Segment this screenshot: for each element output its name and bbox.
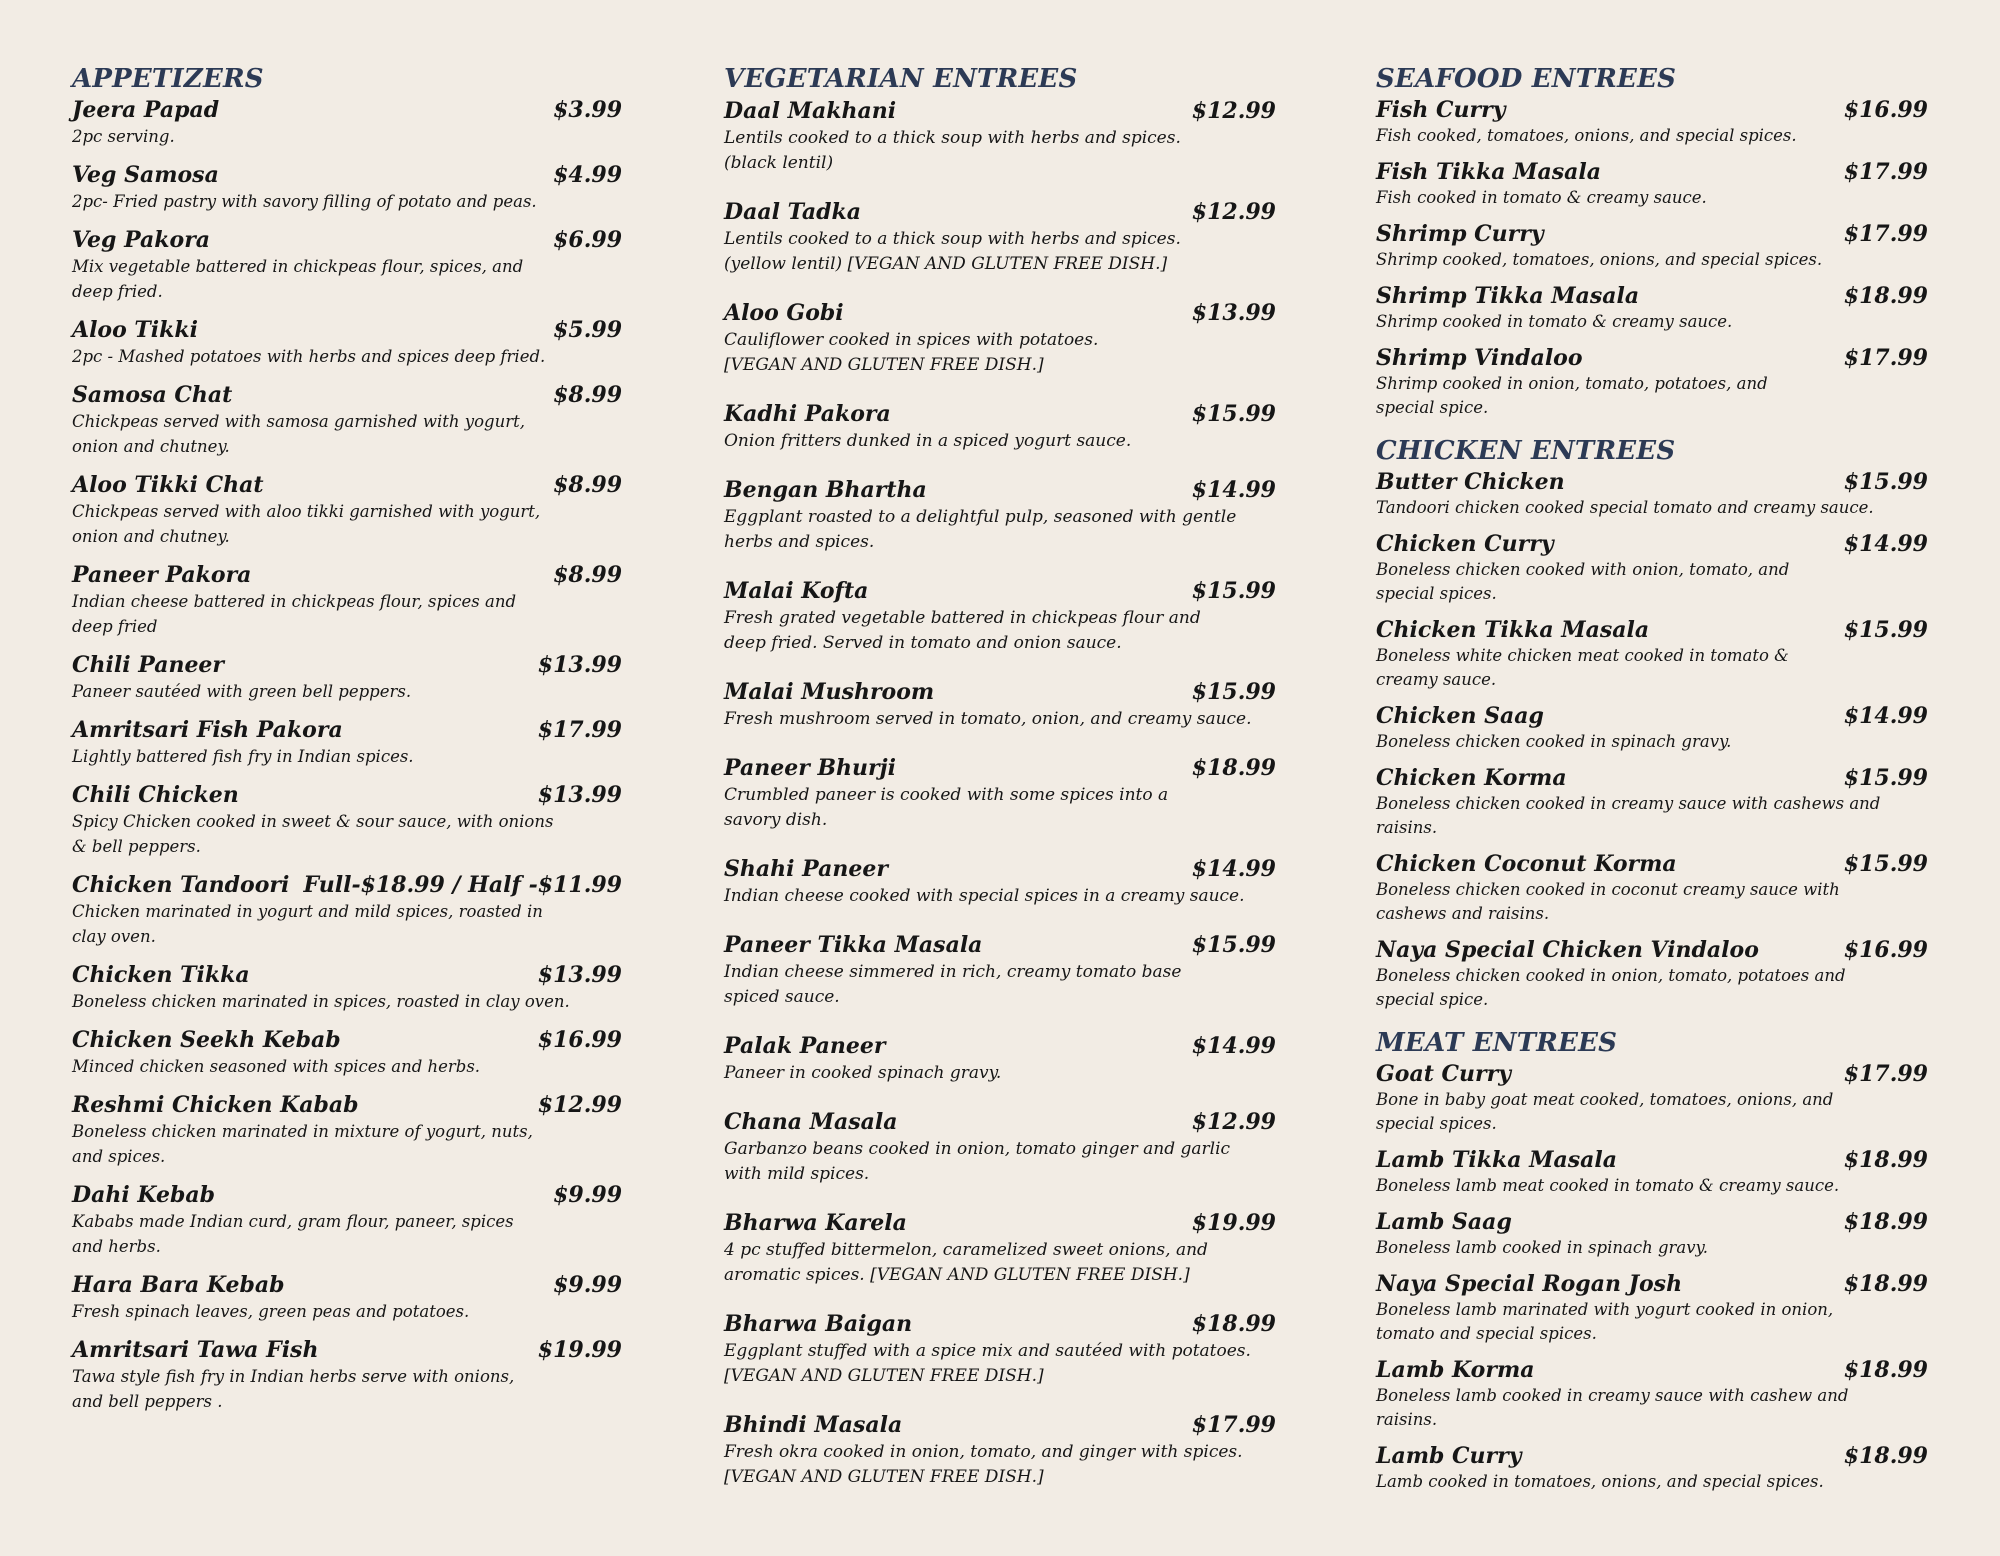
menu-item-header	[72, 1026, 622, 1054]
menu-item-price: $15.99	[1843, 851, 1928, 877]
menu-item-price: $8.99	[553, 562, 622, 588]
menu-item-name: Amritsari Tawa Fish	[72, 1337, 319, 1363]
menu-item-name: Paneer Pakora	[72, 562, 252, 588]
menu-item-header	[1376, 1146, 1928, 1174]
menu-item-description: Boneless lamb meat cooked in tomato & creamy sauce.	[1376, 1176, 1840, 1195]
menu-item	[724, 1031, 1276, 1086]
menu-item-price: $13.99	[537, 652, 622, 678]
menu-item-name: Shrimp Vindaloo	[1376, 345, 1583, 371]
section-meat	[1376, 1026, 1928, 1494]
items-list	[1376, 96, 1928, 420]
menu-item-description: Indian cheese simmered in rich, creamy tomato base spiced sauce.	[724, 962, 1182, 1007]
menu-item-price: $9.99	[553, 1182, 622, 1208]
menu-item-header	[724, 753, 1276, 783]
menu-item-description: Kababs made Indian curd, gram flour, paneer, spices and herbs.	[72, 1212, 514, 1256]
menu-item-name: Naya Special Rogan Josh	[1376, 1271, 1683, 1297]
section-title: CHICKEN ENTREES	[1376, 436, 1676, 466]
menu-item-description: Shrimp cooked in tomato & creamy sauce.	[1376, 312, 1733, 331]
menu-item-description: Paneer in cooked spinach gravy.	[724, 1063, 1002, 1083]
menu-item-header	[1376, 1442, 1928, 1470]
menu-item-header	[1376, 764, 1928, 792]
menu-item-header	[72, 226, 622, 254]
menu-item-name: Lamb Korma	[1376, 1357, 1535, 1383]
menu-item-header	[1376, 850, 1928, 878]
items-list	[1376, 468, 1928, 1012]
menu-item-header	[1376, 158, 1928, 186]
menu-item-header	[72, 781, 622, 809]
section-chicken	[1376, 434, 1928, 1012]
menu-item-price: $19.99	[1191, 1210, 1276, 1236]
menu-item-header	[724, 96, 1276, 126]
menu-item-name: Lamb Saag	[1376, 1209, 1512, 1235]
menu-item-header	[1376, 344, 1928, 372]
menu-item-price: Full-$18.99 / Half -$11.99	[303, 872, 622, 898]
menu-item-header	[72, 1091, 622, 1119]
menu-item-description: Shrimp cooked in onion, tomato, potatoes, and special spice.	[1376, 374, 1768, 417]
menu-item-header	[1376, 282, 1928, 310]
menu-item-description: Chicken marinated in yogurt and mild spices, roasted in clay oven.	[72, 902, 543, 946]
menu-item-description: Boneless chicken cooked in creamy sauce with cashews and raisins.	[1376, 794, 1881, 837]
menu-item-header	[1376, 1356, 1928, 1384]
menu-item-description: Lentils cooked to a thick soup with herbs and spices. (yellow lentil) [VEGAN AND GLUTEN FREE DISH.]	[724, 229, 1181, 274]
menu-item-name: Fish Tikka Masala	[1376, 159, 1602, 185]
menu-item	[72, 1026, 622, 1079]
menu-item-description: Paneer sautéed with green bell peppers.	[72, 682, 412, 701]
menu-item-header	[724, 399, 1276, 429]
menu-item-name: Chicken Tandoori	[72, 872, 290, 898]
menu-item-name: Veg Pakora	[72, 227, 211, 253]
menu-item-header	[724, 677, 1276, 707]
menu-item	[724, 1107, 1276, 1187]
menu-item	[724, 96, 1276, 176]
menu-item-name: Chicken Korma	[1376, 765, 1567, 791]
menu-item-price: $17.99	[1843, 159, 1928, 185]
menu-item-description: Cauliflower cooked in spices with potatoes. [VEGAN AND GLUTEN FREE DISH.]	[724, 330, 1099, 375]
menu-item	[1376, 530, 1928, 606]
menu-item-price: $12.99	[1191, 98, 1276, 124]
menu-item	[724, 298, 1276, 378]
menu-item-description: 2pc- Fried pastry with savory filling of potato and peas.	[72, 192, 537, 211]
menu-item	[1376, 344, 1928, 420]
menu-item-description: Indian cheese cooked with special spices in a creamy sauce.	[724, 886, 1245, 906]
menu-item	[1376, 96, 1928, 148]
menu-item-price: $18.99	[1843, 1147, 1928, 1173]
menu-item-header	[72, 1271, 622, 1299]
menu-item-description: Onion fritters dunked in a spiced yogurt sauce.	[724, 431, 1132, 451]
menu-item-price: $5.99	[553, 317, 622, 343]
menu-item-name: Chicken Tikka Masala	[1376, 617, 1650, 643]
menu-item-header	[724, 1107, 1276, 1137]
menu-item-price: $9.99	[553, 1272, 622, 1298]
menu-item	[72, 381, 622, 459]
menu-item	[1376, 764, 1928, 840]
menu-item-description: Tawa style fish fry in Indian herbs serve with onions, and bell peppers .	[72, 1367, 515, 1411]
menu-item	[72, 561, 622, 639]
menu-item-header	[72, 96, 622, 124]
menu-item-name: Bharwa Karela	[724, 1210, 907, 1236]
items-list	[1376, 1060, 1928, 1494]
menu-item	[72, 961, 622, 1014]
menu-item-price: $13.99	[537, 962, 622, 988]
menu-item-price: $14.99	[1843, 703, 1928, 729]
menu-item	[724, 475, 1276, 555]
menu-item	[72, 1271, 622, 1324]
menu-item-header	[1376, 1060, 1928, 1088]
menu-item	[724, 576, 1276, 656]
menu-item-header	[1376, 468, 1928, 496]
menu-item-description: Chickpeas served with samosa garnished with yogurt, onion and chutney.	[72, 412, 525, 456]
menu-item	[1376, 468, 1928, 520]
menu-item	[72, 471, 622, 549]
menu-item	[72, 651, 622, 704]
menu-item-price: $15.99	[1191, 679, 1276, 705]
menu-item-name: Paneer Bhurji	[724, 755, 896, 781]
menu-item-description: Eggplant roasted to a delightful pulp, seasoned with gentle herbs and spices.	[724, 507, 1237, 552]
section-title: VEGETARIAN ENTREES	[724, 64, 1078, 94]
menu-item	[1376, 282, 1928, 334]
menu-item-price: $17.99	[537, 717, 622, 743]
menu-item	[72, 1091, 622, 1169]
items-list	[72, 96, 622, 1414]
menu-item-description: Boneless chicken marinated in mixture of yogurt, nuts, and spices.	[72, 1122, 533, 1166]
menu-item	[1376, 1442, 1928, 1494]
menu-item-name: Chicken Curry	[1376, 531, 1554, 557]
menu-item-name: Chili Chicken	[72, 782, 239, 808]
menu-item-name: Malai Kofta	[724, 578, 869, 604]
menu-item-header	[72, 1181, 622, 1209]
menu-item-price: $15.99	[1843, 617, 1928, 643]
menu-item-price: $15.99	[1191, 932, 1276, 958]
menu-item-name: Shahi Paneer	[724, 856, 888, 882]
menu-item-price: $18.99	[1843, 1357, 1928, 1383]
menu-item-description: 4 pc stuffed bittermelon, caramelized sweet onions, and aromatic spices. [VEGAN AND GLUTEN FREE DISH.]	[724, 1240, 1208, 1285]
menu-item	[1376, 616, 1928, 692]
menu-item	[72, 96, 622, 149]
menu-item-name: Chana Masala	[724, 1109, 898, 1135]
menu-item-description: Fresh okra cooked in onion, tomato, and ginger with spices. [VEGAN AND GLUTEN FREE DISH.]	[724, 1442, 1243, 1487]
menu-item-price: $19.99	[537, 1337, 622, 1363]
menu-item-name: Malai Mushroom	[724, 679, 935, 705]
menu-item-header	[1376, 616, 1928, 644]
menu-item	[1376, 850, 1928, 926]
menu-item-name: Jeera Papad	[72, 97, 220, 123]
menu-item-header	[1376, 936, 1928, 964]
menu-item-name: Paneer Tikka Masala	[724, 932, 983, 958]
menu-item	[72, 226, 622, 304]
menu-item-header	[724, 854, 1276, 884]
menu-item-name: Bharwa Baigan	[724, 1311, 913, 1337]
menu-item-header	[72, 381, 622, 409]
menu-item-name: Hara Bara Kebab	[72, 1272, 285, 1298]
menu-item	[724, 677, 1276, 732]
menu-item-description: Indian cheese battered in chickpeas flour, spices and deep fried	[72, 592, 517, 636]
menu-item	[724, 753, 1276, 833]
menu-item-header	[1376, 1208, 1928, 1236]
menu-item-header	[1376, 530, 1928, 558]
menu-item-description: Minced chicken seasoned with spices and herbs.	[72, 1057, 481, 1076]
menu-item-header	[724, 1208, 1276, 1238]
menu-item-description: Shrimp cooked, tomatoes, onions, and special spices.	[1376, 250, 1823, 269]
menu-item	[724, 1410, 1276, 1490]
menu-item-price: $4.99	[553, 162, 622, 188]
menu-item	[724, 854, 1276, 909]
section-title: MEAT ENTREES	[1376, 1028, 1618, 1058]
menu-item-price: $15.99	[1843, 469, 1928, 495]
menu-item-description: Fresh mushroom served in tomato, onion, and creamy sauce.	[724, 709, 1252, 729]
menu-item	[1376, 702, 1928, 754]
menu-item-price: $15.99	[1843, 765, 1928, 791]
menu-item-description: Fresh spinach leaves, green peas and potatoes.	[72, 1302, 470, 1321]
menu-item-name: Goat Curry	[1376, 1061, 1512, 1087]
menu-item-name: Shrimp Curry	[1376, 221, 1544, 247]
menu-item-name: Amritsari Fish Pakora	[72, 717, 343, 743]
menu-item	[72, 716, 622, 769]
menu-item-description: Boneless chicken cooked in onion, tomato, potatoes and special spice.	[1376, 966, 1846, 1009]
menu-item-price: $14.99	[1191, 856, 1276, 882]
menu-item-name: Veg Samosa	[72, 162, 219, 188]
menu-item	[1376, 220, 1928, 272]
menu-item	[72, 1181, 622, 1259]
menu-item-header	[1376, 220, 1928, 248]
menu-item-description: Spicy Chicken cooked in sweet & sour sauce, with onions & bell peppers.	[72, 812, 554, 856]
menu-item	[724, 197, 1276, 277]
menu-item-description: Garbanzo beans cooked in onion, tomato ginger and garlic with mild spices.	[724, 1139, 1231, 1184]
menu-item-price: $18.99	[1191, 1311, 1276, 1337]
menu-item-description: Boneless lamb cooked in spinach gravy.	[1376, 1238, 1708, 1257]
menu-item-name: Chicken Coconut Korma	[1376, 851, 1677, 877]
menu-item-header	[72, 161, 622, 189]
menu-item	[1376, 936, 1928, 1012]
menu-item-name: Daal Tadka	[724, 199, 862, 225]
menu-item	[724, 1208, 1276, 1288]
menu-item-description: Tandoori chicken cooked special tomato and creamy sauce.	[1376, 498, 1874, 517]
section-title: APPETIZERS	[72, 64, 264, 94]
menu-item-price: $13.99	[537, 782, 622, 808]
items-list	[724, 96, 1276, 1490]
menu-item	[724, 1309, 1276, 1389]
menu-item-name: Fish Curry	[1376, 97, 1506, 123]
menu-item-header	[72, 561, 622, 589]
menu-item-name: Kadhi Pakora	[724, 401, 891, 427]
menu-item-description: Crumbled paneer is cooked with some spices into a savory dish.	[724, 785, 1169, 830]
menu-item-price: $18.99	[1843, 283, 1928, 309]
menu-item-price: $16.99	[537, 1027, 622, 1053]
menu-item-name: Aloo Tikki Chat	[72, 472, 264, 498]
menu-item-description: Boneless chicken cooked in spinach gravy.	[1376, 732, 1732, 751]
menu-item	[1376, 1270, 1928, 1346]
menu-item-price: $17.99	[1843, 345, 1928, 371]
menu-item-name: Chicken Tikka	[72, 962, 250, 988]
section-appetizers	[72, 62, 622, 1414]
menu-item-description: Fish cooked in tomato & creamy sauce.	[1376, 188, 1707, 207]
menu-item-price: $8.99	[553, 382, 622, 408]
menu-item	[72, 781, 622, 859]
menu-item-description: Boneless lamb marinated with yogurt cooked in onion, tomato and special spices.	[1376, 1300, 1834, 1343]
menu-item-description: Lentils cooked to a thick soup with herbs and spices. (black lentil)	[724, 128, 1181, 173]
menu-item-description: Bone in baby goat meat cooked, tomatoes, onions, and special spices.	[1376, 1090, 1834, 1133]
menu-item-name: Bengan Bhartha	[724, 477, 927, 503]
menu-item	[1376, 1146, 1928, 1198]
menu-item-description: 2pc - Mashed potatoes with herbs and spices deep fried.	[72, 347, 546, 366]
menu-item-description: Lamb cooked in tomatoes, onions, and special spices.	[1376, 1472, 1824, 1491]
menu-item-header	[724, 1410, 1276, 1440]
menu-item-header	[724, 197, 1276, 227]
menu-item-name: Lamb Curry	[1376, 1443, 1522, 1469]
menu-item-header	[72, 316, 622, 344]
menu-item-header	[724, 1031, 1276, 1061]
menu-item-description: Chickpeas served with aloo tikki garnished with yogurt, onion and chutney.	[72, 502, 541, 546]
menu-item-price: $6.99	[553, 227, 622, 253]
menu-item-header	[724, 1309, 1276, 1339]
menu-item-description: Boneless chicken cooked in coconut creamy sauce with cashews and raisins.	[1376, 880, 1840, 923]
menu-item-name: Lamb Tikka Masala	[1376, 1147, 1618, 1173]
menu-item-header	[1376, 702, 1928, 730]
menu-item-description: Fresh grated vegetable battered in chickpeas flour and deep fried. Served in tomato and onion sauce.	[724, 608, 1201, 653]
menu-item-description: Lightly battered fish fry in Indian spices.	[72, 747, 414, 766]
menu-item-price: $8.99	[553, 472, 622, 498]
menu-item-header	[724, 930, 1276, 960]
menu-item-name: Aloo Gobi	[724, 300, 844, 326]
menu-item-description: Boneless chicken cooked with onion, tomato, and special spices.	[1376, 560, 1790, 603]
menu-item-header	[72, 871, 622, 899]
menu-item	[724, 399, 1276, 454]
menu-column-2	[724, 62, 1276, 1511]
menu-item-price: $18.99	[1843, 1271, 1928, 1297]
menu-item-price: $3.99	[553, 97, 622, 123]
menu-item-description: Mix vegetable battered in chickpeas flour, spices, and deep fried.	[72, 257, 524, 301]
menu-item-name: Chicken Seekh Kebab	[72, 1027, 341, 1053]
menu-item	[1376, 1208, 1928, 1260]
menu-item	[72, 1336, 622, 1414]
menu-item-name: Chili Paneer	[72, 652, 225, 678]
menu-item-price: $17.99	[1843, 221, 1928, 247]
menu-item-name: Bhindi Masala	[724, 1412, 903, 1438]
menu-item-price: $17.99	[1191, 1412, 1276, 1438]
menu-item-header	[72, 651, 622, 679]
menu-column-1	[72, 62, 622, 1426]
menu-item-price: $14.99	[1191, 1033, 1276, 1059]
menu-item-price: $14.99	[1191, 477, 1276, 503]
menu-item-price: $18.99	[1843, 1443, 1928, 1469]
menu-item-price: $15.99	[1191, 578, 1276, 604]
menu-item-price: $18.99	[1843, 1209, 1928, 1235]
menu-item-name: Reshmi Chicken Kabab	[72, 1092, 359, 1118]
menu-item	[1376, 158, 1928, 210]
menu-item-name: Shrimp Tikka Masala	[1376, 283, 1640, 309]
menu-item-header	[1376, 1270, 1928, 1298]
menu-item-price: $16.99	[1843, 97, 1928, 123]
menu-item	[72, 161, 622, 214]
menu-item-name: Daal Makhani	[724, 98, 897, 124]
menu-item-name: Palak Paneer	[724, 1033, 886, 1059]
menu-item-price: $13.99	[1191, 300, 1276, 326]
menu-item-header	[1376, 96, 1928, 124]
menu-item-name: Naya Special Chicken Vindaloo	[1376, 937, 1759, 963]
menu-item	[72, 871, 622, 949]
menu-column-3	[1376, 62, 1928, 1504]
menu-item	[724, 930, 1276, 1010]
menu-item-description: Eggplant stuffed with a spice mix and sautéed with potatoes. [VEGAN AND GLUTEN FREE DISH.]	[724, 1341, 1251, 1386]
menu-item-description: Boneless white chicken meat cooked in tomato & creamy sauce.	[1376, 646, 1789, 689]
menu-item-price: $16.99	[1843, 937, 1928, 963]
menu-item-description: 2pc serving.	[72, 127, 175, 146]
section-vegetarian	[724, 62, 1276, 1490]
menu-item-name: Aloo Tikki	[72, 317, 199, 343]
menu-item-description: Boneless chicken marinated in spices, roasted in clay oven.	[72, 992, 570, 1011]
menu-item-description: Boneless lamb cooked in creamy sauce with cashew and raisins.	[1376, 1386, 1849, 1429]
menu-item-header	[72, 961, 622, 989]
section-seafood	[1376, 62, 1928, 420]
menu-item-price: $12.99	[1191, 1109, 1276, 1135]
menu-item-price: $15.99	[1191, 401, 1276, 427]
menu-item-header	[724, 475, 1276, 505]
menu-item-description: Fish cooked, tomatoes, onions, and special spices.	[1376, 126, 1797, 145]
menu-item	[1376, 1060, 1928, 1136]
menu-item-name: Dahi Kebab	[72, 1182, 215, 1208]
menu-item-name: Butter Chicken	[1376, 469, 1565, 495]
menu-item-name: Chicken Saag	[1376, 703, 1544, 729]
menu-item-header	[724, 576, 1276, 606]
menu-item-header	[72, 471, 622, 499]
menu-item	[1376, 1356, 1928, 1432]
menu-item-header	[72, 716, 622, 744]
menu-item-price: $12.99	[537, 1092, 622, 1118]
section-title: SEAFOOD ENTREES	[1376, 64, 1677, 94]
menu-item-price: $17.99	[1843, 1061, 1928, 1087]
menu-item	[72, 316, 622, 369]
menu-item-header	[72, 1336, 622, 1364]
menu-item-price: $18.99	[1191, 755, 1276, 781]
menu-item-header	[724, 298, 1276, 328]
menu-item-price: $12.99	[1191, 199, 1276, 225]
menu-item-name: Samosa Chat	[72, 382, 233, 408]
menu-item-price: $14.99	[1843, 531, 1928, 557]
